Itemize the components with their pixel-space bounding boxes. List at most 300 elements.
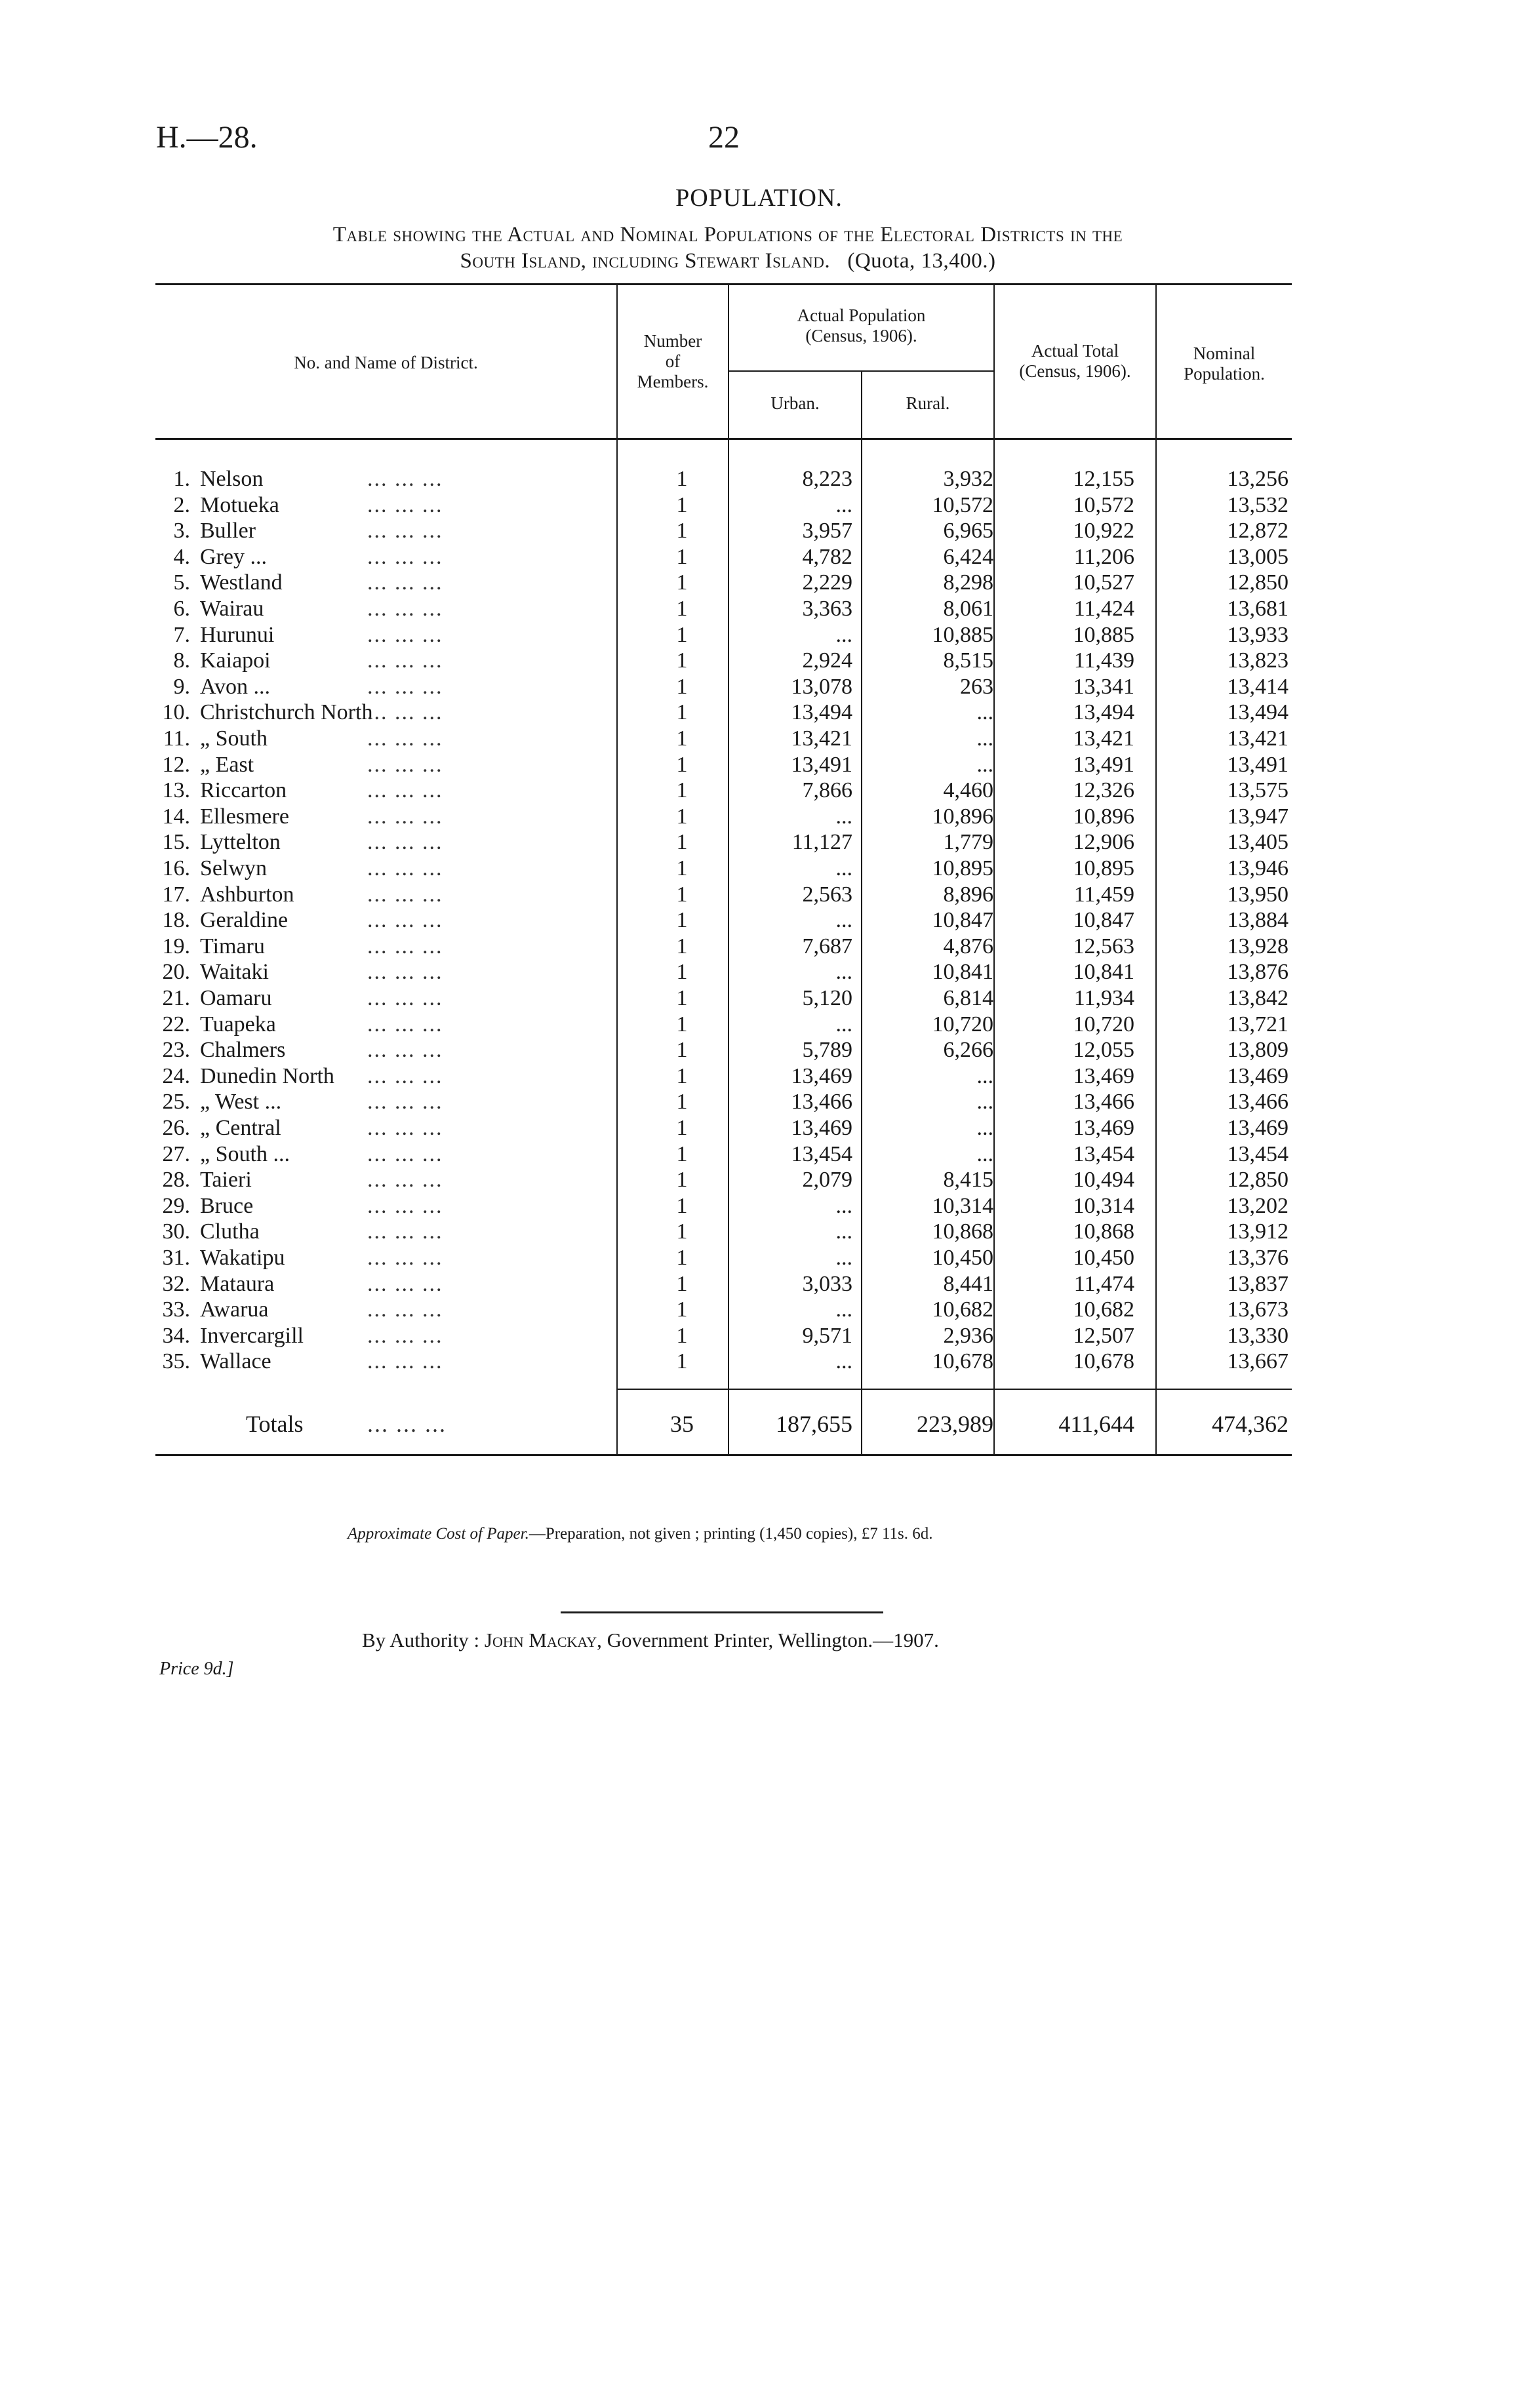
rural-cell: ...	[976, 1141, 993, 1166]
nominal-cell: 13,376	[1227, 1246, 1288, 1270]
district-number: 3.	[173, 519, 190, 543]
district-number: 11.	[163, 726, 190, 751]
actual-total-cell: 10,494	[1073, 1168, 1134, 1193]
district-number: 9.	[173, 674, 190, 699]
members-cell: 1	[676, 1141, 688, 1166]
urban-cell: ...	[835, 908, 852, 933]
dot-leader: ... ... ...	[367, 519, 443, 543]
table-top-rule	[155, 283, 1292, 285]
table-row	[0, 492, 1518, 519]
district-number: 19.	[162, 934, 190, 958]
urban-cell: 13,469	[791, 1063, 852, 1088]
nominal-cell: 13,876	[1227, 960, 1288, 985]
members-cell: 1	[676, 830, 688, 855]
table-row	[0, 934, 1518, 960]
table-row	[0, 648, 1518, 674]
rural-cell: ...	[976, 1116, 993, 1140]
actual-total-cell: 12,155	[1073, 467, 1134, 491]
table-row	[0, 466, 1518, 492]
urban-cell: ...	[835, 1297, 852, 1322]
authority-rule	[561, 1611, 883, 1613]
urban-cell: 5,789	[802, 1038, 852, 1063]
district-name: Buller	[200, 519, 256, 543]
nominal-cell: 13,837	[1227, 1271, 1288, 1296]
nominal-cell: 13,469	[1227, 1063, 1288, 1088]
caption-line-2	[154, 248, 1302, 274]
district-number: 34.	[162, 1323, 190, 1348]
page-title: POPULATION.	[675, 184, 843, 212]
district-number: 15.	[162, 830, 190, 855]
nominal-cell: 13,823	[1227, 648, 1288, 673]
rural-cell: 6,266	[943, 1038, 993, 1063]
urban-cell: 3,033	[802, 1271, 852, 1296]
dot-leader: ... ... ...	[367, 778, 443, 803]
rural-cell: 6,965	[943, 519, 993, 543]
table-row	[0, 1037, 1518, 1063]
members-cell: 1	[676, 1271, 688, 1296]
rural-cell: 10,450	[932, 1246, 993, 1270]
rural-cell: ...	[976, 1090, 993, 1115]
table-row	[0, 1141, 1518, 1168]
district-name: Bruce	[200, 1193, 254, 1218]
actual-total-cell: 10,841	[1073, 960, 1134, 985]
urban-cell: 13,469	[791, 1116, 852, 1140]
table-row	[0, 959, 1518, 985]
table-row	[0, 1323, 1518, 1349]
cost-footnote	[348, 1525, 933, 1543]
dot-leader: ... ... ...	[367, 830, 443, 855]
members-cell: 1	[676, 778, 688, 803]
nominal-cell: 12,850	[1227, 570, 1288, 595]
urban-cell: 2,079	[802, 1168, 852, 1193]
district-number: 10.	[162, 700, 190, 725]
totals-urban: 187,655	[776, 1411, 852, 1437]
rural-cell: 10,896	[932, 804, 993, 829]
nominal-cell: 13,005	[1227, 544, 1288, 569]
dot-leader: ... ... ...	[367, 700, 443, 725]
table-row	[0, 1063, 1518, 1090]
table-row	[0, 829, 1518, 856]
rural-cell: 10,868	[932, 1219, 993, 1244]
actual-total-cell: 10,896	[1073, 804, 1134, 829]
district-name: Riccarton	[200, 778, 287, 803]
district-name: Kaiapoi	[200, 648, 271, 673]
district-name: Grey ...	[200, 544, 267, 569]
nominal-cell: 13,466	[1227, 1090, 1288, 1115]
members-cell: 1	[676, 622, 688, 647]
actual-total-cell: 13,466	[1073, 1090, 1134, 1115]
district-name: Oamaru	[200, 986, 272, 1010]
district-number: 32.	[162, 1271, 190, 1296]
members-header-line: of	[665, 351, 681, 371]
nominal-cell: 13,721	[1227, 1012, 1288, 1036]
urban-cell: ...	[835, 1349, 852, 1374]
rural-cell: 10,841	[932, 960, 993, 985]
rural-cell: 10,572	[932, 492, 993, 517]
footnote-lead: Approximate Cost of Paper.	[348, 1525, 529, 1543]
dot-leader: ... ... ...	[367, 1168, 443, 1193]
nominal-cell: 13,256	[1227, 467, 1288, 491]
dot-leader: ... ... ...	[367, 1349, 443, 1374]
table-row	[0, 1297, 1518, 1323]
totals-rule	[616, 1389, 1292, 1390]
actual-total-cell: 10,922	[1073, 519, 1134, 543]
dot-leader: ... ... ...	[367, 882, 443, 907]
dot-leader: ... ... ...	[367, 856, 443, 880]
district-name: „ East	[200, 752, 254, 777]
table-row	[0, 622, 1518, 648]
actual-total-cell: 11,424	[1073, 597, 1134, 621]
district-number: 14.	[162, 804, 190, 829]
actual-total-cell: 11,474	[1073, 1271, 1134, 1296]
members-cell: 1	[676, 1038, 688, 1063]
dot-leader: ... ... ...	[367, 1411, 447, 1437]
actual-total-cell: 11,934	[1073, 986, 1134, 1010]
page-number: 22	[708, 120, 740, 155]
table-row	[0, 1349, 1518, 1375]
district-name: Motueka	[200, 492, 279, 517]
rural-cell: 10,682	[932, 1297, 993, 1322]
urban-cell: 13,494	[791, 700, 852, 725]
district-name: Tuapeka	[200, 1012, 276, 1036]
nominal-cell: 13,405	[1227, 830, 1288, 855]
urban-cell: ...	[835, 492, 852, 517]
rural-cell: 6,424	[943, 544, 993, 569]
district-number: 2.	[173, 492, 190, 517]
nominal-cell: 13,454	[1227, 1141, 1288, 1166]
dot-leader: ... ... ...	[367, 1038, 443, 1063]
members-cell: 1	[676, 544, 688, 569]
table-row	[0, 674, 1518, 700]
actual-total-cell: 12,507	[1073, 1323, 1134, 1348]
table-row	[0, 518, 1518, 544]
footnote-text: —Preparation, not given ; printing (1,450 copies), £7 11s. 6d.	[529, 1525, 933, 1543]
table-row	[0, 778, 1518, 804]
urban-cell: 8,223	[802, 467, 852, 491]
rural-cell: ...	[976, 726, 993, 751]
dot-leader: ... ... ...	[367, 622, 443, 647]
column-header-actual-total	[995, 341, 1155, 382]
printer-name: John Mackay,	[484, 1628, 602, 1651]
nominal-cell: 13,884	[1227, 908, 1288, 933]
actual-total-cell: 10,682	[1073, 1297, 1134, 1322]
actual-total-cell: 10,847	[1073, 908, 1134, 933]
nominal-cell: 13,532	[1227, 492, 1288, 517]
urban-cell: ...	[835, 1193, 852, 1218]
column-header-actual-population	[729, 306, 993, 346]
dot-leader: ... ... ...	[367, 597, 443, 621]
dot-leader: ... ... ...	[367, 544, 443, 569]
district-name: Clutha	[200, 1219, 260, 1244]
urban-cell: 7,866	[802, 778, 852, 803]
table-row	[0, 1219, 1518, 1245]
district-name: Timaru	[200, 934, 265, 958]
rural-cell: 8,896	[943, 882, 993, 907]
district-number: 5.	[173, 570, 190, 595]
district-name: Ellesmere	[200, 804, 289, 829]
members-cell: 1	[676, 1168, 688, 1193]
district-number: 30.	[162, 1219, 190, 1244]
header-bottom-rule	[155, 438, 1292, 440]
district-number: 33.	[162, 1297, 190, 1322]
dot-leader: ... ... ...	[367, 492, 443, 517]
district-number: 27.	[162, 1141, 190, 1166]
actual-total-cell: 11,459	[1073, 882, 1134, 907]
members-header-line: Number	[643, 331, 702, 351]
urban-cell: 2,563	[802, 882, 852, 907]
table-row	[0, 882, 1518, 908]
column-header-nominal	[1157, 344, 1292, 384]
district-name: Taieri	[200, 1168, 252, 1193]
district-name: „ South ...	[200, 1141, 290, 1166]
nominal-cell: 13,469	[1227, 1116, 1288, 1140]
table-row	[0, 752, 1518, 778]
dot-leader: ... ... ...	[367, 674, 443, 699]
actual-total-cell: 13,491	[1073, 752, 1134, 777]
totals-rural: 223,989	[917, 1411, 993, 1437]
table-row	[0, 1115, 1518, 1141]
actual-total-cell: 13,469	[1073, 1116, 1134, 1140]
table-row	[0, 985, 1518, 1012]
members-cell: 1	[676, 1012, 688, 1036]
rural-cell: 10,314	[932, 1193, 993, 1218]
district-name: Avon ...	[200, 674, 271, 699]
nominal-cell: 13,809	[1227, 1038, 1288, 1063]
urban-cell: 3,957	[802, 519, 852, 543]
members-cell: 1	[676, 700, 688, 725]
district-number: 23.	[162, 1038, 190, 1063]
dot-leader: ... ... ...	[367, 934, 443, 958]
dot-leader: ... ... ...	[367, 1246, 443, 1270]
caption-line-1: Table showing the Actual and Nominal Populations of the Electoral Districts in the	[332, 223, 1123, 247]
district-number: 18.	[162, 908, 190, 933]
urban-cell: 13,454	[791, 1141, 852, 1166]
table-row	[0, 596, 1518, 622]
members-cell: 1	[676, 1090, 688, 1115]
district-name: Wallace	[200, 1349, 271, 1374]
dot-leader: ... ... ...	[367, 726, 443, 751]
members-cell: 1	[676, 1116, 688, 1140]
table-row	[0, 1193, 1518, 1219]
rural-cell: ...	[976, 700, 993, 725]
actual-total-cell: 10,572	[1073, 492, 1134, 517]
table-row	[0, 1012, 1518, 1038]
actual-total-cell: 13,341	[1073, 674, 1134, 699]
district-name: „ West ...	[200, 1090, 282, 1115]
rural-cell: 3,932	[943, 467, 993, 491]
members-cell: 1	[676, 674, 688, 699]
district-name: Lyttelton	[200, 830, 281, 855]
rural-cell: 263	[960, 674, 993, 699]
table-row	[0, 544, 1518, 570]
actual-total-cell: 13,494	[1073, 700, 1134, 725]
urban-cell: ...	[835, 804, 852, 829]
dot-leader: ... ... ...	[367, 1141, 443, 1166]
table-bottom-rule	[155, 1454, 1292, 1456]
rural-cell: 8,298	[943, 570, 993, 595]
district-number: 22.	[162, 1012, 190, 1036]
members-cell: 1	[676, 1193, 688, 1218]
urban-cell: 2,229	[802, 570, 852, 595]
actual-total-cell: 13,421	[1073, 726, 1134, 751]
dot-leader: ... ... ...	[367, 960, 443, 985]
column-header-urban: Urban.	[770, 393, 820, 413]
totals-row	[0, 1410, 1518, 1438]
district-number: 6.	[173, 597, 190, 621]
members-cell: 1	[676, 1219, 688, 1244]
actual-total-cell: 11,439	[1073, 648, 1134, 673]
nominal-cell: 13,414	[1227, 674, 1288, 699]
actual-population-header-line: (Census, 1906).	[805, 326, 917, 345]
table-row	[0, 907, 1518, 934]
members-cell: 1	[676, 908, 688, 933]
district-number: 20.	[162, 960, 190, 985]
urban-cell: ...	[835, 1219, 852, 1244]
actual-total-cell: 12,055	[1073, 1038, 1134, 1063]
rural-cell: 1,779	[943, 830, 993, 855]
dot-leader: ... ... ...	[367, 1297, 443, 1322]
dot-leader: ... ... ...	[367, 1323, 443, 1348]
quota-note: (Quota, 13,400.)	[847, 249, 996, 273]
dot-leader: ... ... ...	[367, 1271, 443, 1296]
rural-cell: ...	[976, 1063, 993, 1088]
rural-cell: 10,678	[932, 1349, 993, 1374]
urban-cell: ...	[835, 622, 852, 647]
district-number: 31.	[162, 1246, 190, 1270]
nominal-cell: 13,933	[1227, 622, 1288, 647]
rural-cell: 4,876	[943, 934, 993, 958]
members-cell: 1	[676, 570, 688, 595]
rural-cell: 2,936	[943, 1323, 993, 1348]
dot-leader: ... ... ...	[367, 1219, 443, 1244]
dot-leader: ... ... ...	[367, 752, 443, 777]
table-row	[0, 1245, 1518, 1271]
members-cell: 1	[676, 934, 688, 958]
members-cell: 1	[676, 960, 688, 985]
members-cell: 1	[676, 1297, 688, 1322]
nominal-cell: 13,202	[1227, 1193, 1288, 1218]
actual-total-cell: 11,206	[1073, 544, 1134, 569]
column-header-district: No. and Name of District.	[294, 353, 478, 372]
actual-total-cell: 10,885	[1073, 622, 1134, 647]
actual-total-cell: 12,906	[1073, 830, 1134, 855]
district-number: 8.	[173, 648, 190, 673]
dot-leader: ... ... ...	[367, 467, 443, 491]
rural-cell: 10,885	[932, 622, 993, 647]
district-name: Invercargill	[200, 1323, 304, 1348]
members-cell: 1	[676, 1349, 688, 1374]
table-row	[0, 700, 1518, 726]
table-row	[0, 804, 1518, 830]
table-caption	[154, 222, 1302, 274]
members-cell: 1	[676, 519, 688, 543]
actual-total-cell: 12,563	[1073, 934, 1134, 958]
district-name: Dunedin North	[200, 1063, 334, 1088]
rural-cell: 8,415	[943, 1168, 993, 1193]
nominal-header-line: Population.	[1184, 364, 1265, 384]
table-row	[0, 1271, 1518, 1297]
dot-leader: ... ... ...	[367, 804, 443, 829]
nominal-cell: 13,842	[1227, 986, 1288, 1010]
urban-cell: 13,466	[791, 1090, 852, 1115]
totals-nominal: 474,362	[1212, 1411, 1288, 1437]
nominal-cell: 13,491	[1227, 752, 1288, 777]
urban-cell: 4,782	[802, 544, 852, 569]
actual-total-cell: 10,868	[1073, 1219, 1134, 1244]
urban-cell: ...	[835, 1246, 852, 1270]
nominal-cell: 13,928	[1227, 934, 1288, 958]
district-number: 16.	[162, 856, 190, 880]
district-number: 1.	[173, 467, 190, 491]
members-cell: 1	[676, 882, 688, 907]
nominal-cell: 12,850	[1227, 1168, 1288, 1193]
district-number: 35.	[162, 1349, 190, 1374]
rural-cell: 10,720	[932, 1012, 993, 1036]
members-cell: 1	[676, 648, 688, 673]
actual-total-cell: 10,720	[1073, 1012, 1134, 1036]
urban-cell: ...	[835, 856, 852, 880]
urban-cell: 5,120	[802, 986, 852, 1010]
district-number: 12.	[162, 752, 190, 777]
nominal-cell: 13,494	[1227, 700, 1288, 725]
urban-cell: 11,127	[791, 830, 852, 855]
nominal-cell: 13,667	[1227, 1349, 1288, 1374]
district-number: 13.	[162, 778, 190, 803]
actual-total-cell: 13,469	[1073, 1063, 1134, 1088]
nominal-header-line: Nominal	[1193, 344, 1256, 363]
district-number: 25.	[162, 1090, 190, 1115]
dot-leader: ... ... ...	[367, 570, 443, 595]
dot-leader: ... ... ...	[367, 1063, 443, 1088]
members-cell: 1	[676, 1246, 688, 1270]
nominal-cell: 13,950	[1227, 882, 1288, 907]
members-cell: 1	[676, 726, 688, 751]
dot-leader: ... ... ...	[367, 1193, 443, 1218]
dot-leader: ... ... ...	[367, 986, 443, 1010]
authority-prefix: By Authority :	[362, 1628, 480, 1651]
district-number: 4.	[173, 544, 190, 569]
actual-total-header-line: Actual Total	[1031, 341, 1119, 361]
totals-label: Totals	[246, 1411, 304, 1437]
members-cell: 1	[676, 492, 688, 517]
district-number: 7.	[173, 622, 190, 647]
actual-population-header-line: Actual Population	[797, 306, 926, 325]
dot-leader: ... ... ...	[367, 1116, 443, 1140]
district-number: 26.	[162, 1116, 190, 1140]
urban-cell: ...	[835, 960, 852, 985]
rural-cell: 10,847	[932, 908, 993, 933]
nominal-cell: 13,575	[1227, 778, 1288, 803]
district-number: 24.	[162, 1063, 190, 1088]
rural-cell: 6,814	[943, 986, 993, 1010]
actual-total-cell: 12,326	[1073, 778, 1134, 803]
totals-members: 35	[670, 1411, 694, 1437]
actual-total-header-line: (Census, 1906).	[1019, 361, 1131, 381]
district-name: „ South	[200, 726, 268, 751]
dot-leader: ... ... ...	[367, 648, 443, 673]
dot-leader: ... ... ...	[367, 1090, 443, 1115]
district-name: Christchurch North	[200, 700, 373, 725]
actual-total-cell: 13,454	[1073, 1141, 1134, 1166]
district-name: Ashburton	[200, 882, 294, 907]
printer-authority	[362, 1628, 939, 1652]
dot-leader: ... ... ...	[367, 908, 443, 933]
members-cell: 1	[676, 752, 688, 777]
members-cell: 1	[676, 597, 688, 621]
rural-cell: 8,515	[943, 648, 993, 673]
nominal-cell: 13,421	[1227, 726, 1288, 751]
actual-total-cell: 10,314	[1073, 1193, 1134, 1218]
